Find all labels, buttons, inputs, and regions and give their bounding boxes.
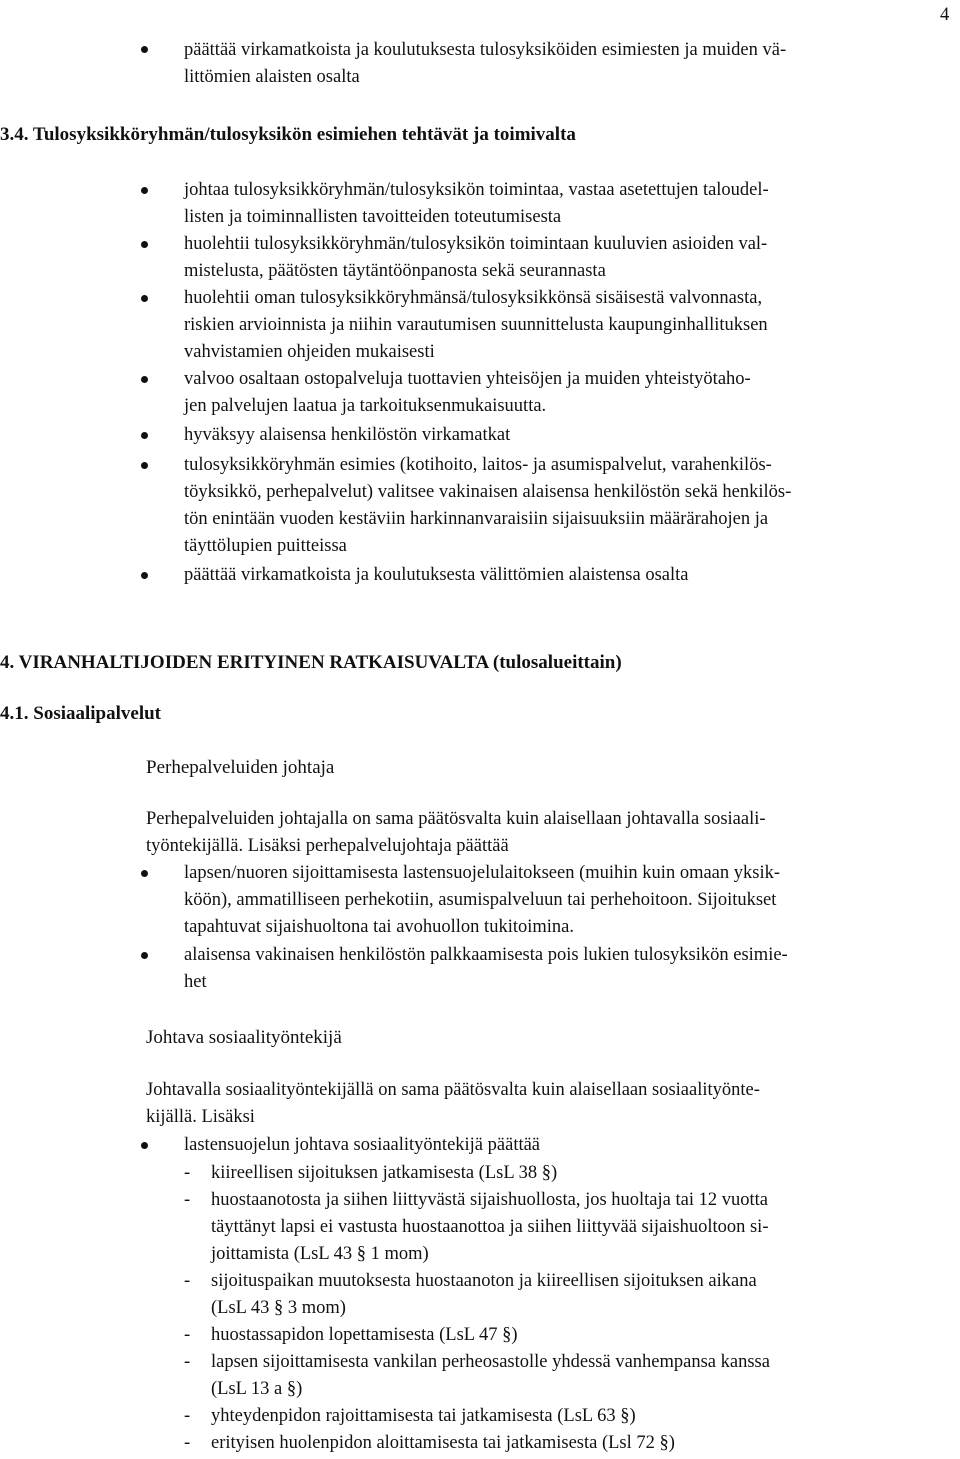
bullet-icon [141,187,148,194]
dash-item-line: (LsL 43 § 3 mom) [211,1298,346,1318]
list-item-line: listen ja toiminnallisten tavoitteiden toteutumisesta [184,207,562,227]
dash-marker: - [184,1406,191,1426]
dash-item-line: joittamista (LsL 43 § 1 mom) [211,1244,429,1264]
bullet-icon [141,462,148,469]
list-item-line: huolehtii tulosyksikköryhmän/tulosyksikön toimintaan kuuluvien asioiden val- [184,234,768,254]
list-item [184,422,510,449]
dash-item-line: erityisen huolenpidon aloittamisesta tai jatkamisesta (Lsl 72 §) [211,1433,675,1453]
role-title: Johtava sosiaalityöntekijä [146,1027,342,1048]
bullet-icon [141,432,148,439]
bullet-icon [141,376,148,383]
paragraph-line: Perhepalveluiden johtajalla on sama päätösvalta kuin alaisellaan johtavalla sosiaali- [146,809,766,829]
role-title: Perhepalveluiden johtaja [146,757,335,778]
list-item-line: alaisensa vakinaisen henkilöstön palkkaamisesta pois lukien tulosyksikön esimie- [184,945,788,965]
list-item [184,452,791,560]
dash-item-line: huostaanotosta ja siihen liittyvästä sijaishuollosta, jos huoltaja tai 12 vuotta [211,1190,768,1210]
list-item-line: vahvistamien ohjeiden mukaisesti [184,342,435,362]
list-item [184,562,689,589]
list-item: lastensuojelun johtava sosiaalityöntekijä päättää [184,1135,541,1155]
list-item-line: hyväksyy alaisensa henkilöstön virkamatkat [184,425,511,445]
list-item-line: mistelusta, päätösten täytäntöönpanosta sekä seurannasta [184,261,606,281]
bullet-icon [141,952,148,959]
bullet-icon [141,870,148,877]
list-item-line: päättää virkamatkoista ja koulutuksesta välittömien alaistensa osalta [184,565,689,585]
bullet-icon [141,572,148,579]
dash-marker: - [184,1325,191,1345]
list-item-line: tapahtuvat sijaishuoltona tai avohuollon tukitoimina. [184,917,574,937]
list-item [184,860,780,941]
dash-marker: - [184,1352,191,1372]
page-number: 4 [940,5,950,25]
bullet-icon [141,295,148,302]
list-item [184,285,768,366]
list-item-line: valvoo osaltaan ostopalveluja tuottavien yhteisöjen ja muiden yhteistyötaho- [184,369,751,389]
section-heading: 3.4. Tulosyksikköryhmän/tulosyksikön esimiehen tehtävät ja toimivalta [0,124,576,145]
bullet-icon [141,46,148,53]
dash-item-line: lapsen sijoittamisesta vankilan perheosastolle yhdessä vanhempansa kanssa [211,1352,770,1372]
dash-item-line: kiireellisen sijoituksen jatkamisesta (LsL 38 §) [211,1163,558,1183]
bullet-icon [141,241,148,248]
list-item-line: jen palvelujen laatua ja tarkoituksenmukaisuutta. [184,396,547,416]
list-item-line: littömien alaisten osalta [184,67,360,87]
list-item [184,942,788,996]
paragraph-line: Johtavalla sosiaalityöntekijällä on sama päätösvalta kuin alaisellaan sosiaalityönte- [146,1080,760,1100]
dash-item-line: täyttänyt lapsi ei vastusta huostaanottoa ja siihen liittyvää sijaishuoltoon si- [211,1217,769,1237]
dash-item-line: yhteydenpidon rajoittamisesta tai jatkamisesta (LsL 63 §) [211,1406,636,1426]
list-item-line: tön enintään vuoden kestäviin harkinnanvaraisiin sijaisuuksiin määrärahojen ja [184,509,769,529]
role-intro [146,806,766,860]
list-item-line: huolehtii oman tulosyksikköryhmänsä/tulosyksikkönsä sisäisestä valvonnasta, [184,288,763,308]
dash-marker: - [184,1190,191,1210]
paragraph-line: työntekijällä. Lisäksi perhepalvelujohtaja päättää [146,836,509,856]
list-item-line: riskien arvioinnista ja niihin varautumisen suunnittelusta kaupunginhallituksen [184,315,768,335]
list-item [184,177,769,231]
list-item-line: täyttölupien puitteissa [184,536,347,556]
list-item-line: lapsen/nuoren sijoittamisesta lastensuojelulaitokseen (muihin kuin omaan yksik- [184,863,781,883]
dash-marker: - [184,1433,191,1453]
list-item-line: päättää virkamatkoista ja koulutuksesta tulosyksiköiden esimiesten ja muiden vä- [184,40,787,60]
list-item-line: töyksikkö, perhepalvelut) valitsee vakinaisen alaisensa henkilöstön sekä henkilös- [184,482,792,502]
list-item-line: johtaa tulosyksikköryhmän/tulosyksikön toimintaa, vastaa asetettujen taloudel- [184,180,769,200]
dash-marker: - [184,1271,191,1291]
role-intro [146,1077,760,1131]
subsection-heading: 4.1. Sosiaalipalvelut [0,703,161,724]
list-item [184,366,751,420]
list-item-line: tulosyksikköryhmän esimies (kotihoito, laitos- ja asumispalvelut, varahenkilös- [184,455,772,475]
list-item [184,231,767,285]
list-item-line: köön), ammatilliseen perhekotiin, asumispalveluun tai perhehoitoon. Sijoitukset [184,890,777,910]
list-item [184,37,786,91]
dash-item-line: sijoituspaikan muutoksesta huostaanoton ja kiireellisen sijoituksen aikana [211,1271,757,1291]
paragraph-line: kijällä. Lisäksi [146,1107,255,1127]
chapter-heading: 4. VIRANHALTIJOIDEN ERITYINEN RATKAISUVALTA (tulosalueittain) [0,652,622,673]
dash-item-line: (LsL 13 a §) [211,1379,303,1399]
dash-item-line: huostassapidon lopettamisesta (LsL 47 §) [211,1325,518,1345]
list-item-line: het [184,972,207,992]
bullet-icon [141,1142,148,1149]
dash-marker: - [184,1163,191,1183]
